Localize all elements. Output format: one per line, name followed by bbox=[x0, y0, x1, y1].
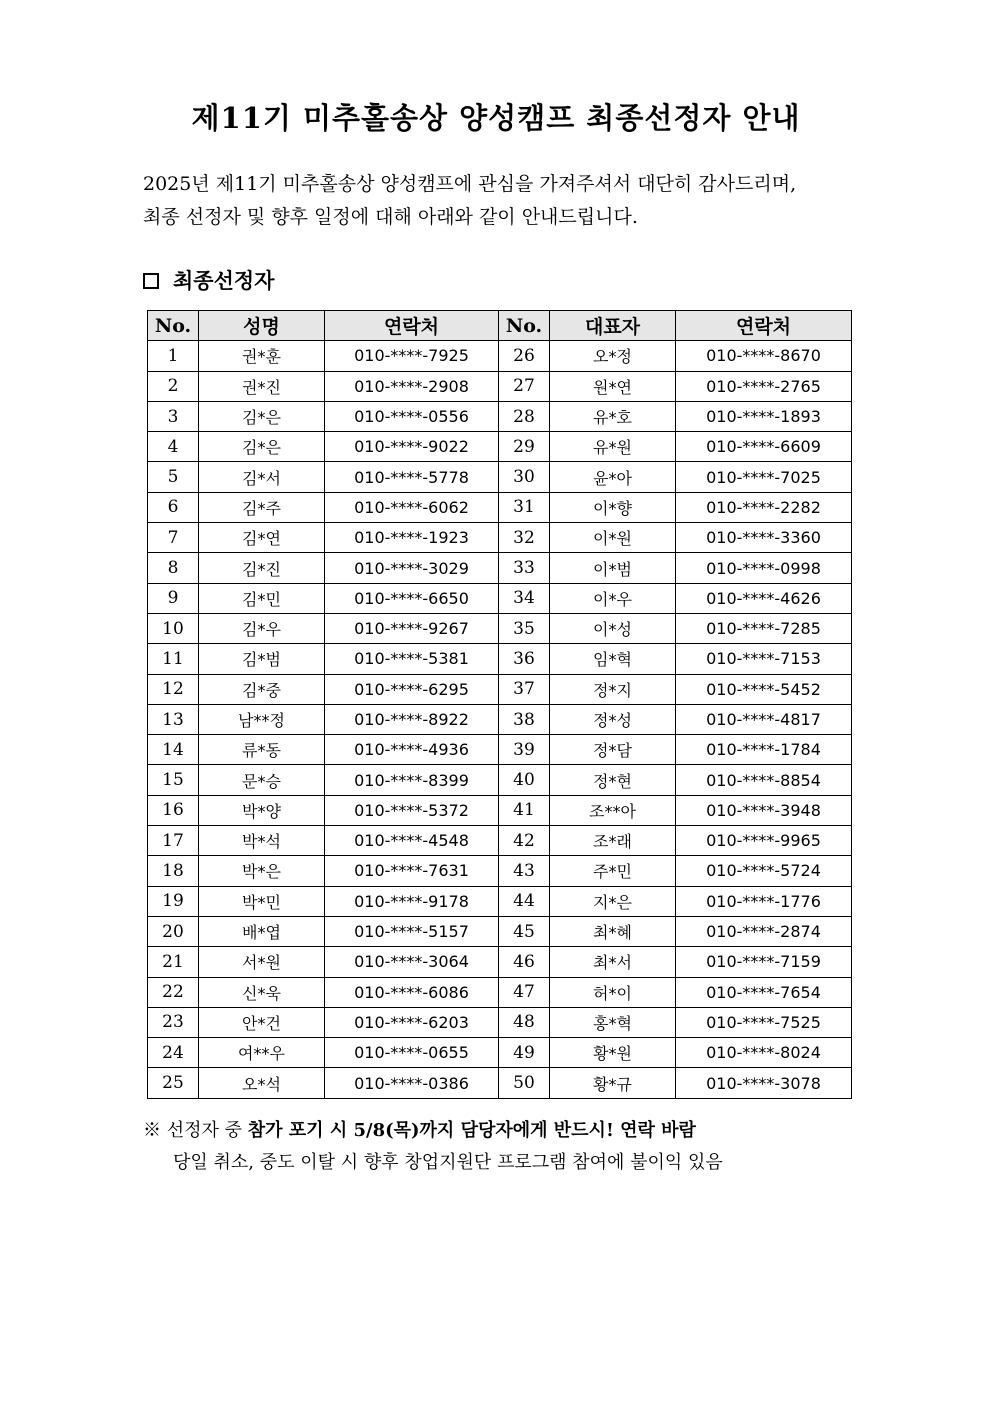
row-name: 안*건 bbox=[199, 1007, 325, 1037]
row-representative: 정*지 bbox=[550, 674, 676, 704]
row-representative: 유*원 bbox=[550, 432, 676, 462]
row-contact: 010-****-4626 bbox=[676, 583, 852, 613]
row-no: 39 bbox=[499, 735, 550, 765]
table-row bbox=[148, 795, 852, 825]
checkbox-square-icon bbox=[143, 273, 159, 289]
row-no: 19 bbox=[148, 886, 199, 916]
page-title: 제11기 미추홀송상 양성캠프 최종선정자 안내 bbox=[191, 101, 801, 135]
row-representative: 이*범 bbox=[550, 553, 676, 583]
row-name: 김*주 bbox=[199, 492, 325, 522]
row-contact: 010-****-1784 bbox=[676, 735, 852, 765]
row-no: 48 bbox=[499, 1007, 550, 1037]
table-row bbox=[148, 613, 852, 643]
col-contact-right: 연락처 bbox=[676, 311, 852, 341]
col-name: 성명 bbox=[199, 311, 325, 341]
row-name: 여**우 bbox=[199, 1038, 325, 1068]
row-contact: 010-****-7025 bbox=[676, 462, 852, 492]
row-no: 13 bbox=[148, 704, 199, 734]
row-name: 박*은 bbox=[199, 856, 325, 886]
row-contact: 010-****-6295 bbox=[325, 674, 499, 704]
col-contact-left: 연락처 bbox=[325, 311, 499, 341]
row-no: 21 bbox=[148, 947, 199, 977]
row-contact: 010-****-3948 bbox=[676, 795, 852, 825]
row-no: 10 bbox=[148, 613, 199, 643]
row-contact: 010-****-1923 bbox=[325, 523, 499, 553]
row-no: 46 bbox=[499, 947, 550, 977]
notice bbox=[143, 1115, 863, 1179]
row-no: 15 bbox=[148, 765, 199, 795]
row-no: 44 bbox=[499, 886, 550, 916]
row-representative: 정*현 bbox=[550, 765, 676, 795]
intro-line-2: 최종 선정자 및 향후 일정에 대해 아래와 같이 안내드립니다. bbox=[143, 206, 638, 228]
row-name: 남**정 bbox=[199, 704, 325, 734]
row-name: 김*우 bbox=[199, 613, 325, 643]
row-representative: 이*성 bbox=[550, 613, 676, 643]
table-row bbox=[148, 977, 852, 1007]
row-name: 박*양 bbox=[199, 795, 325, 825]
row-name: 김*은 bbox=[199, 401, 325, 431]
row-contact: 010-****-4817 bbox=[676, 704, 852, 734]
row-no: 18 bbox=[148, 856, 199, 886]
row-no: 47 bbox=[499, 977, 550, 1007]
table-row bbox=[148, 401, 852, 431]
row-contact: 010-****-2908 bbox=[325, 371, 499, 401]
row-contact: 010-****-8670 bbox=[676, 341, 852, 371]
row-no: 40 bbox=[499, 765, 550, 795]
row-name: 신*욱 bbox=[199, 977, 325, 1007]
row-no: 20 bbox=[148, 916, 199, 946]
row-no: 1 bbox=[148, 341, 199, 371]
row-name: 김*서 bbox=[199, 462, 325, 492]
row-representative: 임*혁 bbox=[550, 644, 676, 674]
row-representative: 지*은 bbox=[550, 886, 676, 916]
intro-line-1: 2025년 제11기 미추홀송상 양성캠프에 관심을 가져주셔서 대단히 감사드리며, bbox=[143, 173, 797, 195]
row-no: 2 bbox=[148, 371, 199, 401]
row-contact: 010-****-0386 bbox=[325, 1068, 499, 1098]
section-heading bbox=[143, 265, 274, 295]
row-contact: 010-****-6062 bbox=[325, 492, 499, 522]
row-no: 29 bbox=[499, 432, 550, 462]
row-contact: 010-****-7654 bbox=[676, 977, 852, 1007]
row-name: 권*훈 bbox=[199, 341, 325, 371]
table-row bbox=[148, 492, 852, 522]
row-contact: 010-****-9267 bbox=[325, 613, 499, 643]
row-contact: 010-****-6086 bbox=[325, 977, 499, 1007]
row-contact: 010-****-0998 bbox=[676, 553, 852, 583]
row-contact: 010-****-7285 bbox=[676, 613, 852, 643]
row-name: 김*민 bbox=[199, 583, 325, 613]
section-heading-label: 최종선정자 bbox=[173, 268, 275, 293]
row-representative: 허*이 bbox=[550, 977, 676, 1007]
notice-emphasis: 참가 포기 시 5/8(목)까지 담당자에게 반드시! 연락 바람 bbox=[247, 1120, 696, 1141]
col-representative: 대표자 bbox=[550, 311, 676, 341]
row-contact: 010-****-3029 bbox=[325, 553, 499, 583]
table-row bbox=[148, 886, 852, 916]
notice-line-1 bbox=[143, 1115, 863, 1147]
row-no: 25 bbox=[148, 1068, 199, 1098]
row-no: 35 bbox=[499, 613, 550, 643]
row-representative: 이*향 bbox=[550, 492, 676, 522]
table-row bbox=[148, 916, 852, 946]
row-representative: 황*규 bbox=[550, 1068, 676, 1098]
row-contact: 010-****-6609 bbox=[676, 432, 852, 462]
row-contact: 010-****-7153 bbox=[676, 644, 852, 674]
table-row bbox=[148, 462, 852, 492]
row-no: 12 bbox=[148, 674, 199, 704]
reference-mark-icon: ※ bbox=[143, 1120, 161, 1141]
row-no: 27 bbox=[499, 371, 550, 401]
row-representative: 이*우 bbox=[550, 583, 676, 613]
row-name: 배*엽 bbox=[199, 916, 325, 946]
row-no: 37 bbox=[499, 674, 550, 704]
row-name: 서*원 bbox=[199, 947, 325, 977]
table-row bbox=[148, 371, 852, 401]
row-contact: 010-****-0655 bbox=[325, 1038, 499, 1068]
table-row bbox=[148, 644, 852, 674]
row-contact: 010-****-2874 bbox=[676, 916, 852, 946]
row-name: 김*중 bbox=[199, 674, 325, 704]
row-contact: 010-****-8024 bbox=[676, 1038, 852, 1068]
row-no: 14 bbox=[148, 735, 199, 765]
table-header-row bbox=[148, 311, 852, 341]
table-row bbox=[148, 523, 852, 553]
row-representative: 유*호 bbox=[550, 401, 676, 431]
row-no: 49 bbox=[499, 1038, 550, 1068]
row-contact: 010-****-9022 bbox=[325, 432, 499, 462]
row-no: 23 bbox=[148, 1007, 199, 1037]
table-body bbox=[148, 341, 852, 1098]
row-no: 32 bbox=[499, 523, 550, 553]
row-representative: 정*성 bbox=[550, 704, 676, 734]
row-no: 8 bbox=[148, 553, 199, 583]
row-no: 17 bbox=[148, 826, 199, 856]
table-row bbox=[148, 1038, 852, 1068]
row-no: 22 bbox=[148, 977, 199, 1007]
row-contact: 010-****-5157 bbox=[325, 916, 499, 946]
notice-prefix: 선정자 중 bbox=[166, 1120, 243, 1141]
row-representative: 정*담 bbox=[550, 735, 676, 765]
table-row bbox=[148, 735, 852, 765]
row-contact: 010-****-0556 bbox=[325, 401, 499, 431]
row-no: 33 bbox=[499, 553, 550, 583]
row-contact: 010-****-9178 bbox=[325, 886, 499, 916]
intro-text bbox=[143, 168, 863, 234]
row-no: 26 bbox=[499, 341, 550, 371]
row-contact: 010-****-4548 bbox=[325, 826, 499, 856]
table-row bbox=[148, 856, 852, 886]
notice-line-2: 당일 취소, 중도 이탈 시 향후 창업지원단 프로그램 참여에 불이익 있음 bbox=[173, 1152, 723, 1173]
row-no: 41 bbox=[499, 795, 550, 825]
table-row bbox=[148, 583, 852, 613]
row-contact: 010-****-3360 bbox=[676, 523, 852, 553]
row-contact: 010-****-4936 bbox=[325, 735, 499, 765]
row-contact: 010-****-6650 bbox=[325, 583, 499, 613]
row-no: 45 bbox=[499, 916, 550, 946]
row-representative: 최*혜 bbox=[550, 916, 676, 946]
row-contact: 010-****-6203 bbox=[325, 1007, 499, 1037]
table-row bbox=[148, 704, 852, 734]
table-row bbox=[148, 553, 852, 583]
row-contact: 010-****-5778 bbox=[325, 462, 499, 492]
row-contact: 010-****-2765 bbox=[676, 371, 852, 401]
row-name: 김*진 bbox=[199, 553, 325, 583]
row-name: 류*동 bbox=[199, 735, 325, 765]
selectee-table bbox=[147, 310, 852, 1099]
row-contact: 010-****-7925 bbox=[325, 341, 499, 371]
row-representative: 이*원 bbox=[550, 523, 676, 553]
table-row bbox=[148, 432, 852, 462]
table-row bbox=[148, 826, 852, 856]
row-representative: 오*정 bbox=[550, 341, 676, 371]
row-contact: 010-****-9965 bbox=[676, 826, 852, 856]
row-representative: 홍*혁 bbox=[550, 1007, 676, 1037]
row-contact: 010-****-5452 bbox=[676, 674, 852, 704]
row-contact: 010-****-3064 bbox=[325, 947, 499, 977]
row-no: 7 bbox=[148, 523, 199, 553]
row-no: 30 bbox=[499, 462, 550, 492]
row-name: 김*은 bbox=[199, 432, 325, 462]
row-name: 박*석 bbox=[199, 826, 325, 856]
row-representative: 원*연 bbox=[550, 371, 676, 401]
row-representative: 윤*아 bbox=[550, 462, 676, 492]
row-name: 박*민 bbox=[199, 886, 325, 916]
row-contact: 010-****-5372 bbox=[325, 795, 499, 825]
row-no: 6 bbox=[148, 492, 199, 522]
row-name: 문*승 bbox=[199, 765, 325, 795]
table-row bbox=[148, 341, 852, 371]
row-name: 권*진 bbox=[199, 371, 325, 401]
row-representative: 조*래 bbox=[550, 826, 676, 856]
row-no: 11 bbox=[148, 644, 199, 674]
row-no: 4 bbox=[148, 432, 199, 462]
table-row bbox=[148, 1007, 852, 1037]
row-contact: 010-****-5381 bbox=[325, 644, 499, 674]
row-no: 36 bbox=[499, 644, 550, 674]
row-no: 42 bbox=[499, 826, 550, 856]
row-no: 43 bbox=[499, 856, 550, 886]
row-contact: 010-****-7525 bbox=[676, 1007, 852, 1037]
row-contact: 010-****-8922 bbox=[325, 704, 499, 734]
table-row bbox=[148, 1068, 852, 1098]
row-contact: 010-****-7631 bbox=[325, 856, 499, 886]
row-no: 50 bbox=[499, 1068, 550, 1098]
row-representative: 황*원 bbox=[550, 1038, 676, 1068]
row-no: 16 bbox=[148, 795, 199, 825]
row-name: 오*석 bbox=[199, 1068, 325, 1098]
row-no: 3 bbox=[148, 401, 199, 431]
row-no: 34 bbox=[499, 583, 550, 613]
row-contact: 010-****-2282 bbox=[676, 492, 852, 522]
row-name: 김*범 bbox=[199, 644, 325, 674]
row-representative: 주*민 bbox=[550, 856, 676, 886]
row-no: 31 bbox=[499, 492, 550, 522]
row-no: 38 bbox=[499, 704, 550, 734]
row-contact: 010-****-7159 bbox=[676, 947, 852, 977]
row-representative: 조**아 bbox=[550, 795, 676, 825]
table-row bbox=[148, 947, 852, 977]
row-no: 5 bbox=[148, 462, 199, 492]
row-name: 김*연 bbox=[199, 523, 325, 553]
row-contact: 010-****-8399 bbox=[325, 765, 499, 795]
col-no-right: No. bbox=[499, 311, 550, 341]
row-contact: 010-****-1893 bbox=[676, 401, 852, 431]
row-contact: 010-****-3078 bbox=[676, 1068, 852, 1098]
row-contact: 010-****-8854 bbox=[676, 765, 852, 795]
row-no: 28 bbox=[499, 401, 550, 431]
row-representative: 최*서 bbox=[550, 947, 676, 977]
row-contact: 010-****-1776 bbox=[676, 886, 852, 916]
col-no-left: No. bbox=[148, 311, 199, 341]
row-contact: 010-****-5724 bbox=[676, 856, 852, 886]
row-no: 9 bbox=[148, 583, 199, 613]
table-row bbox=[148, 765, 852, 795]
table-row bbox=[148, 674, 852, 704]
row-no: 24 bbox=[148, 1038, 199, 1068]
